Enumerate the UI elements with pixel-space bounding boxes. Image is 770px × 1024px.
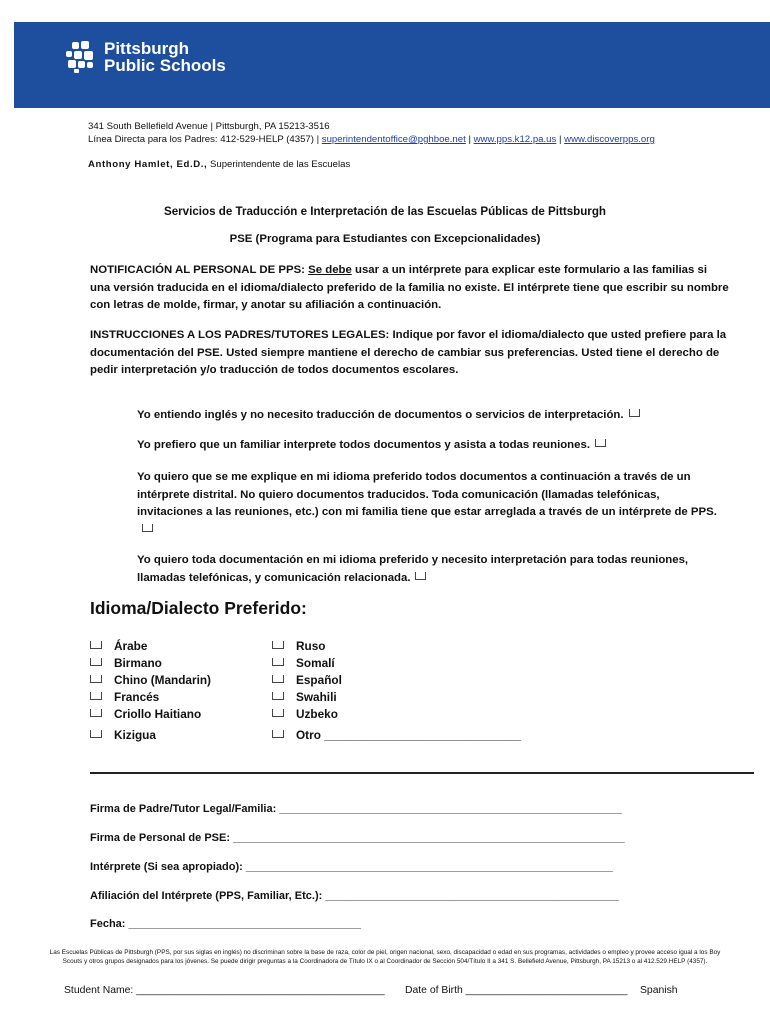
language-label: Spanish — [640, 985, 678, 996]
language-option[interactable]: Uzbeko — [272, 706, 338, 724]
checkbox[interactable] — [90, 675, 102, 683]
checkbox[interactable] — [90, 709, 102, 717]
dob-field[interactable]: Date of Birth ____________________________ — [405, 985, 628, 996]
divider — [90, 772, 754, 774]
date-field[interactable]: Fecha: ______________________________________ — [90, 918, 361, 930]
checkbox[interactable] — [90, 730, 102, 738]
language-option[interactable]: Ruso — [272, 638, 326, 656]
language-option[interactable]: Criollo Haitiano — [90, 706, 201, 724]
language-option[interactable]: Birmano — [90, 655, 162, 673]
checkbox[interactable] — [629, 409, 640, 417]
language-option-other[interactable]: Otro ______________________________ — [272, 727, 521, 745]
website-link-pps[interactable]: www.pps.k12.pa.us — [473, 134, 557, 145]
contact-line: Línea Directa para los Padres: 412-529-HELP (4357) | superintendentoffice@pghboe.net | www.pps.k12.pa.us | www.discoverpps.org — [88, 134, 655, 145]
checkbox[interactable] — [90, 641, 102, 649]
language-option[interactable]: Francés — [90, 689, 159, 707]
signature-staff-field[interactable]: Firma de Personal de PSE: ________________________________________________________________ — [90, 832, 625, 844]
checkbox[interactable] — [272, 675, 284, 683]
page-title: Servicios de Traducción e Interpretación de las Escuelas Públicas de Pittsburgh — [163, 205, 606, 218]
logo-line-2: Public Schools — [104, 56, 226, 75]
page-subtitle: PSE (Programa para Estudiantes con Excepcionalidades) — [229, 233, 541, 245]
nondiscrimination-footer: Las Escuelas Públicas de Pittsburgh (PPS, por sus siglas en inglés) no discriminan sobre la base de raza, color de piel, origen nacional, sexo, discapacidad o edad en sus programas, actividades o empleo y provee acceso igual a los Boy Scouts y otros grupos designados para los jóvenes. Se puede dirigir preguntas a la Coordinadora de Título IX o al Coordinador de Sección 504/Título II a 341 S. Bellefield Avenue, Pittsburgh, PA 15213 o al 412.529.HELP (4357). — [49, 949, 721, 965]
checkbox[interactable] — [272, 641, 284, 649]
street-address: 341 South Bellefield Avenue | Pittsburgh, PA 15213-3516 — [88, 121, 330, 132]
interpreter-field[interactable]: Intérprete (Si sea apropiado): ____________________________________________________________ — [90, 861, 613, 873]
language-option[interactable]: Kizigua — [90, 727, 156, 745]
superintendent-line: Anthony Hamlet, Ed.D., Superintendente de las Escuelas — [88, 159, 351, 170]
student-name-field[interactable]: Student Name: ___________________________________________ — [64, 985, 385, 996]
checkbox[interactable] — [142, 524, 153, 532]
checkbox[interactable] — [272, 709, 284, 717]
pps-logo — [64, 40, 226, 74]
logo-line-1: Pittsburgh — [104, 39, 189, 58]
pps-logo-icon — [64, 40, 98, 74]
parent-instructions: INSTRUCCIONES A LOS PADRES/TUTORES LEGALES: Indique por favor el idioma/dialecto que usted prefiere para la documentación del PSE. Usted siempre mantiene el derecho de cambiar sus preferencias. Usted tiene el derecho de pedir interpretación y/o traducción de todos documentos escolares. — [90, 329, 727, 376]
checkbox[interactable] — [415, 572, 426, 580]
option-district-interpreter: Yo quiero que se me explique en mi idioma preferido todos documentos a continuación a través de un intérprete distrital. No quiero documentos traducidos. Toda comunicación (llamadas telefónicas, invitaciones a las reuniones, etc.) con mi familia tiene que estar arreglada a través de un intérprete de PPS. — [137, 469, 727, 539]
language-option[interactable]: Árabe — [90, 638, 147, 656]
checkbox[interactable] — [595, 439, 606, 447]
checkbox[interactable] — [272, 658, 284, 666]
website-link-discover[interactable]: www.discoverpps.org — [564, 134, 655, 145]
languages-heading: Idioma/Dialecto Preferido: — [90, 598, 307, 618]
checkbox[interactable] — [272, 692, 284, 700]
signature-parent-field[interactable]: Firma de Padre/Tutor Legal/Familia: ________________________________________________________ — [90, 803, 622, 815]
checkbox[interactable] — [90, 692, 102, 700]
helpline: Línea Directa para los Padres: 412-529-HELP (4357) | — [88, 134, 320, 145]
logo-wordmark — [104, 40, 226, 74]
staff-notice: NOTIFICACIÓN AL PERSONAL DE PPS: Se debe usar a un intérprete para explicar este formulario a las familias si una versión traducida en el idioma/dialecto preferido de la familia no existe. El intérprete tiene que escribir su nombre con letras de molde, firmar, y anotar su afiliación a continuación. — [90, 264, 729, 311]
superintendent-name: Anthony Hamlet — [88, 159, 170, 170]
checkbox[interactable] — [90, 658, 102, 666]
checkbox[interactable] — [272, 730, 284, 738]
interpreter-affiliation-field[interactable]: Afiliación del Intérprete (PPS, Familiar, Etc.): ________________________________________________ — [90, 890, 619, 902]
language-option[interactable]: Swahili — [272, 689, 337, 707]
language-option[interactable]: Español — [272, 672, 342, 690]
option-family-interpreter: Yo prefiero que un familiar interprete todos documentos y asista a todas reuniones. — [137, 437, 727, 455]
superintendent-title: Superintendente de las Escuelas — [209, 159, 351, 170]
email-link[interactable]: superintendentoffice@pghboe.net — [321, 134, 466, 145]
language-option[interactable]: Chino (Mandarin) — [90, 672, 211, 690]
option-english: Yo entiendo inglés y no necesito traducción de documentos o servicios de interpretación. — [137, 407, 727, 425]
option-full-translation: Yo quiero toda documentación en mi idioma preferido y necesito interpretación para todas reuniones, llamadas telefónicas, y comunicación relacionada. — [137, 554, 689, 584]
address-block — [88, 120, 655, 146]
language-option[interactable]: Somalí — [272, 655, 335, 673]
